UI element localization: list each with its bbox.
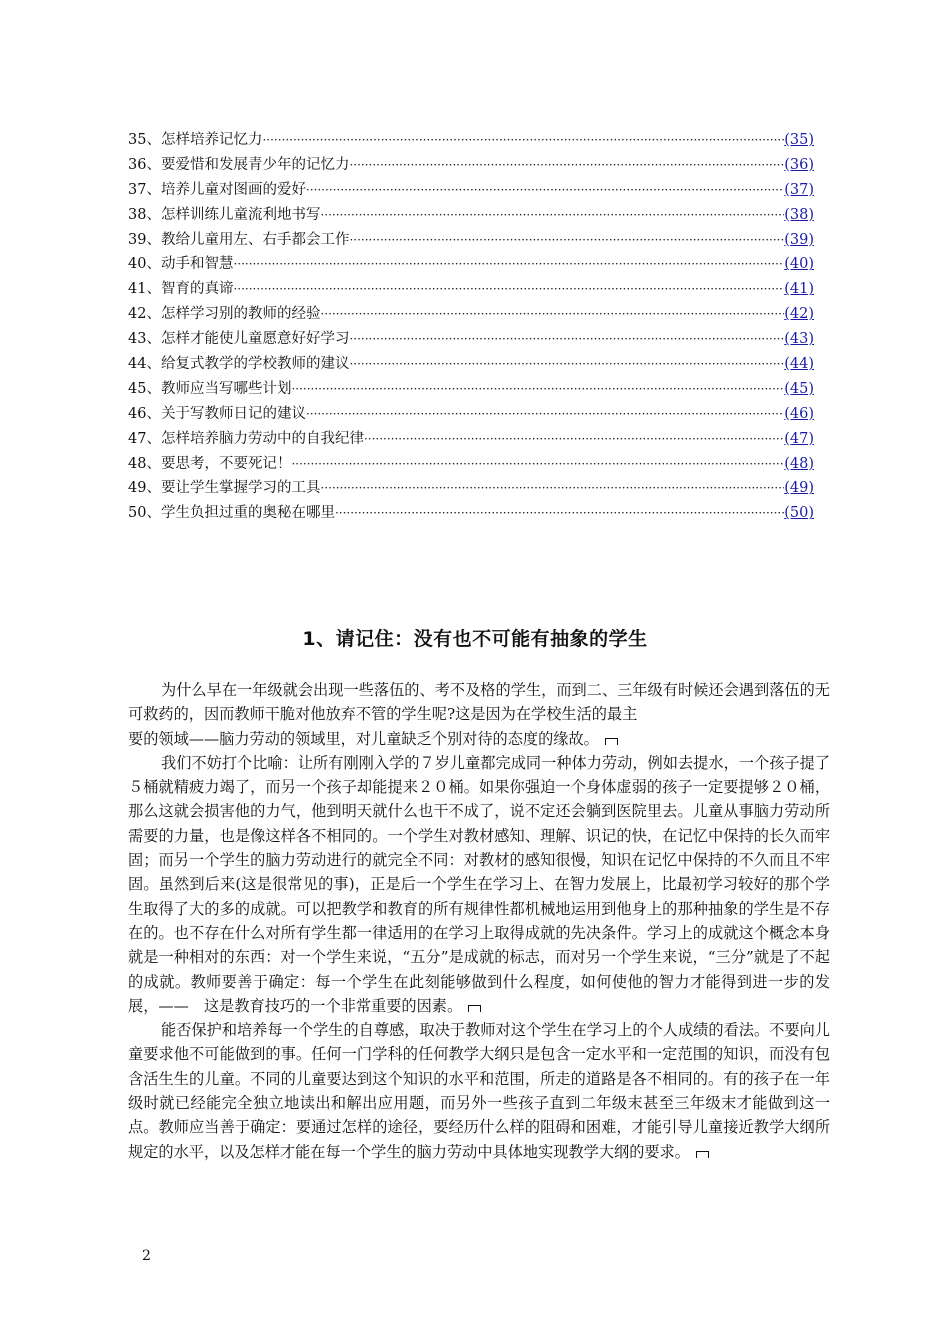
- toc-leader-dots: [320, 203, 784, 228]
- paragraph-2: [128, 751, 830, 1018]
- toc-entry[interactable]: [128, 352, 814, 377]
- toc-leader-dots: [349, 352, 784, 377]
- toc-entry[interactable]: [128, 153, 814, 178]
- toc-leader-dots: [262, 128, 784, 153]
- toc-page-link[interactable]: (44): [784, 356, 814, 373]
- toc-entry-title: 36、要爱惜和发展青少年的记忆力: [128, 156, 350, 173]
- toc-entry[interactable]: [128, 302, 814, 327]
- toc-entry-title: 41、智育的真谛: [128, 281, 234, 298]
- page-number: 2: [142, 1248, 151, 1264]
- paragraph-1-part-2: [128, 727, 830, 751]
- toc-entry-title: 48、要思考，不要死记！: [128, 455, 292, 472]
- toc-leader-dots: [233, 277, 784, 302]
- toc-leader-dots: [320, 476, 784, 501]
- section-body: [128, 678, 830, 1164]
- paragraph-3-text: 能否保护和培养每一个学生的自尊感，取决于教师对这个学生在学习上的个人成绩的看法。不要向儿童要求他不可能做到的事。任何一门学科的任何教学大纲只是包含一定水平和一定范围的知识，而没有包含活生生的儿童。不同的儿童要达到这个知识的水平和范围，所走的道路是各不相同的。有的孩子在一年级时就已经能完全独立地读出和解出应用题，而另外一些孩子直到二年级末甚至三年级末才能做到这一点。教师应当善于确定：要通过怎样的途径，要经历什么样的阻碍和困难，才能引导儿童接近教学大纲所规定的水平，以及怎样才能在每一个学生的脑力劳动中具体地实现教学大纲的要求。: [128, 1021, 830, 1161]
- toc-entry-title: 47、怎样培养脑力劳动中的自我纪律: [128, 430, 364, 447]
- toc-leader-dots: [349, 327, 784, 352]
- toc-entry-title: 44、给复式教学的学校教师的建议: [128, 356, 350, 373]
- toc-page-link[interactable]: (45): [784, 380, 814, 397]
- toc-page-link[interactable]: (50): [784, 505, 814, 522]
- toc-entry-title: 38、怎样训练儿童流利地书写: [128, 206, 321, 223]
- toc-entry[interactable]: [128, 277, 814, 302]
- toc-entry[interactable]: [128, 327, 814, 352]
- toc-entry-title: 49、要让学生掌握学习的工具: [128, 480, 321, 497]
- toc-page-link[interactable]: (40): [784, 256, 814, 273]
- toc-leader-dots: [349, 228, 784, 253]
- toc-entry[interactable]: [128, 228, 814, 253]
- toc-entry[interactable]: [128, 178, 814, 203]
- table-of-contents: [128, 128, 814, 526]
- toc-leader-dots: [306, 178, 784, 203]
- toc-leader-dots: [320, 302, 784, 327]
- toc-page-link[interactable]: (41): [784, 281, 814, 298]
- paragraph-1-part-1: 为什么早在一年级就会出现一些落伍的、考不及格的学生，而到二、三年级有时候还会遇到落伍的无可救药的，因而教师干脆对他放弃不管的学生呢?这是因为在学校生活的最主: [128, 681, 830, 724]
- toc-page-link[interactable]: (39): [784, 231, 814, 248]
- toc-leader-dots: [291, 452, 784, 477]
- toc-entry[interactable]: [128, 452, 814, 477]
- toc-page-link[interactable]: (35): [784, 132, 814, 148]
- toc-page-link[interactable]: (43): [784, 331, 814, 348]
- toc-page-link[interactable]: (37): [784, 181, 814, 198]
- paragraph-mark-icon: [605, 738, 618, 745]
- toc-leader-dots: [291, 377, 784, 402]
- toc-leader-dots: [364, 427, 784, 452]
- toc-entry[interactable]: [128, 252, 814, 277]
- toc-page-link[interactable]: (47): [784, 430, 814, 447]
- paragraph-mark-icon: [696, 1151, 709, 1158]
- toc-entry[interactable]: [128, 377, 814, 402]
- toc-page-link[interactable]: (38): [784, 206, 814, 223]
- toc-entry[interactable]: [128, 203, 814, 228]
- toc-entry[interactable]: [128, 402, 814, 427]
- toc-entry-title: 45、教师应当写哪些计划: [128, 380, 292, 397]
- paragraph-1-part-2-text: 要的领域——脑力劳动的领域里，对儿童缺乏个别对待的态度的缘故。: [128, 729, 599, 748]
- toc-entry[interactable]: [128, 427, 814, 452]
- toc-leader-dots: [306, 402, 784, 427]
- paragraph-2-text: 我们不妨打个比喻：让所有刚刚入学的７岁儿童都完成同一种体力劳动，例如去提水，一个孩子提了５桶就精疲力竭了，而另一个孩子却能提来２０桶。如果你强迫一个身体虚弱的孩子一定要提够２０桶，那么这就会损害他的力气，他到明天就什么也干不成了，说不定还会躺到医院里去。儿童从事脑力劳动所需要的力量，也是像这样各不相同的。一个学生对教材感知、理解、识记的快，在记忆中保持的长久而牢固；而另一个学生的脑力劳动进行的就完全不同：对教材的感知很慢，知识在记忆中保持的不久而且不牢固。虽然到后来(这是很常见的事)，正是后一个学生在学习上、在智力发展上，比最初学习较好的那个学生取得了大的多的成就。可以把教学和教育的所有规律性都机械地运用到他身上的那种抽象的学生是不存在的。也不存在什么对所有学生都一律适用的在学习上取得成就的先决条件。学习上的成就这个概念本身就是一种相对的东西：对一个学生来说，“五分”是成就的标志，而对另一个学生来说，“三分”就是了不起的成就。教师要善于确定：每一个学生在此刻能够做到什么程度，如何使他的智力才能得到进一步的发展，—— 这是教育技巧的一个非常重要的因素。: [128, 753, 830, 1015]
- toc-entry-title: 42、怎样学习别的教师的经验: [128, 306, 321, 323]
- toc-entry-title: 40、动手和智慧: [128, 256, 234, 273]
- toc-leader-dots: [233, 252, 784, 277]
- toc-page-link[interactable]: (48): [784, 455, 814, 472]
- toc-entry-title: 46、关于写教师日记的建议: [128, 405, 306, 422]
- toc-entry-title: 43、怎样才能使儿童愿意好好学习: [128, 331, 350, 348]
- toc-page-link[interactable]: (49): [784, 480, 814, 497]
- toc-entry-title: 37、培养儿童对图画的爱好: [128, 181, 306, 198]
- toc-leader-dots: [349, 153, 784, 178]
- toc-entry-title: 39、教给儿童用左、右手都会工作: [128, 231, 350, 248]
- toc-entry[interactable]: [128, 476, 814, 501]
- toc-entry-title: 35、怎样培养记忆力: [128, 132, 263, 148]
- section-heading: 1、请记住：没有也不可能有抽象的学生: [302, 628, 648, 650]
- toc-page-link[interactable]: (46): [784, 405, 814, 422]
- toc-entry[interactable]: [128, 501, 814, 526]
- toc-leader-dots: [335, 501, 784, 526]
- paragraph-3: [128, 1018, 830, 1164]
- toc-entry-title: 50、学生负担过重的奥秘在哪里: [128, 505, 335, 522]
- toc-page-link[interactable]: (42): [784, 306, 814, 323]
- toc-page-link[interactable]: (36): [784, 156, 814, 173]
- paragraph-1: [128, 678, 830, 751]
- paragraph-mark-icon: [468, 1005, 481, 1012]
- toc-entry[interactable]: [128, 128, 814, 153]
